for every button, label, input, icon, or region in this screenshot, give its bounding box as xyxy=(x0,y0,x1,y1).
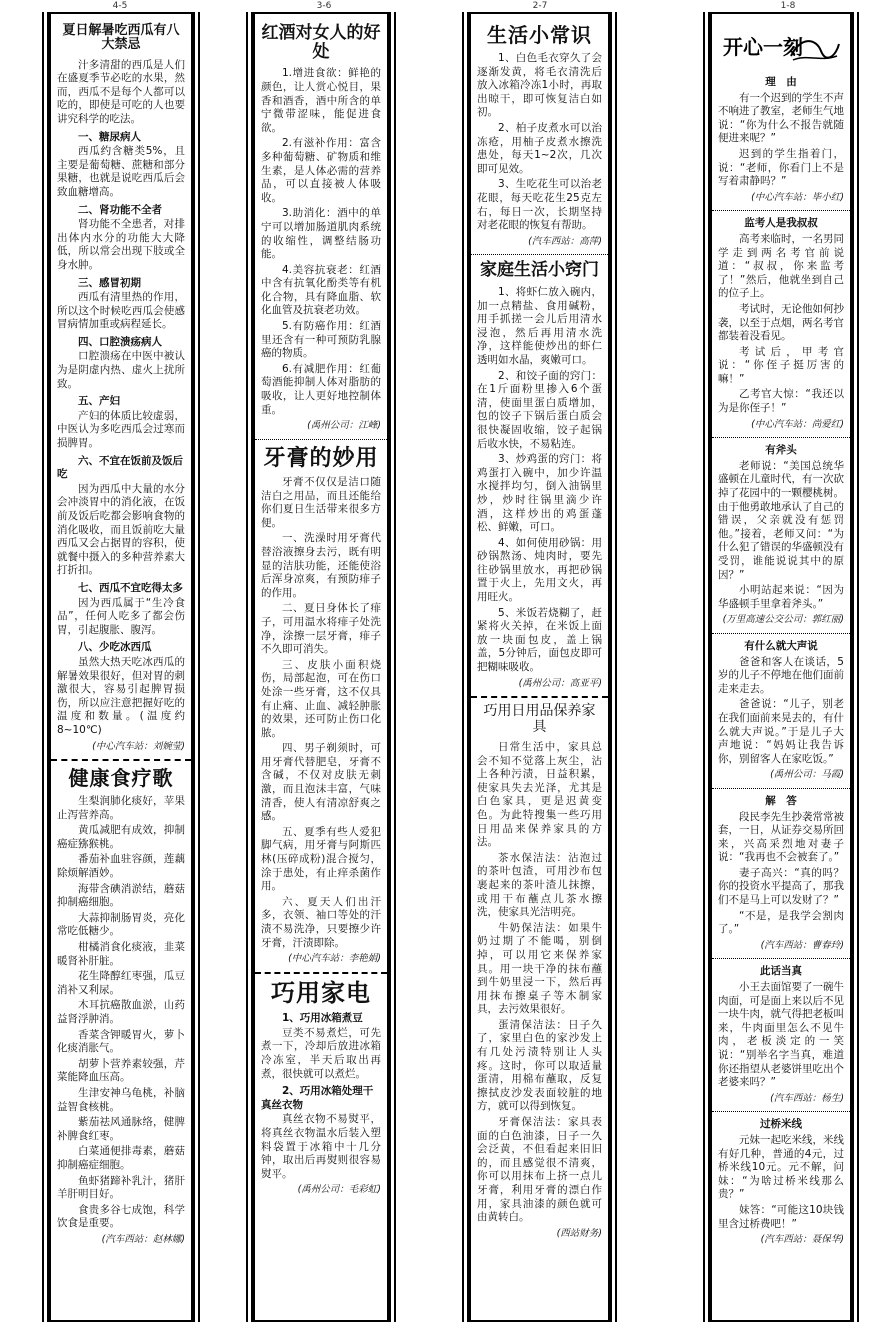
paragraph: 妻子高兴：“真的吗？你的投资水平提高了，那我们不是马上可以发财了？” xyxy=(718,866,844,907)
logo-text: 开心一刻 xyxy=(723,35,803,59)
paragraph: 4.美容抗衰老：红酒中含有抗氧化酚类等有机化合物，具有降血脂、软化血管及抗衰老功效。 xyxy=(261,263,381,317)
paragraph: 产妇的体质比较虚弱，中医认为多吃西瓜会过寒而损脾胃。 xyxy=(57,409,185,450)
paragraph: 蛋清保洁法：日子久了，家里白色的家沙发上有几处污渍特别让人头疼。这时，你可以取适量蛋清，用棉布蘸取，反复擦拭皮沙发表面较脏的地方，就可以得到恢复。 xyxy=(477,1018,602,1113)
subheading: 一、糖尿病人 xyxy=(78,130,141,143)
paragraph: 1、将虾仁放入碗内，加一点精盐、食用碱粉，用手抓搓一会儿后用清水浸泡，然后再用清水洗净，这样能使炒出的虾仁透明如水晶，爽嫩可口。 xyxy=(477,286,602,366)
song-lines xyxy=(57,795,185,1231)
byline: (汽车西站：聂保华) xyxy=(760,1234,844,1246)
paragraph: 考试时，无论他如何抄袭，以至于点烟，两名考官都装着没看见。 xyxy=(718,302,844,343)
divider xyxy=(712,633,850,634)
paragraph: 一、洗澡时用牙膏代替浴液擦身去污，既有明显的洁肤功能，还能使浴后浑身凉爽，有预防痱子的作用。 xyxy=(261,532,381,599)
byline: (汽车西站：高萍) xyxy=(528,235,602,247)
song-line: 番茄补血驻容颜，莲藕除烦解酒妙。 xyxy=(57,853,185,880)
column-wine-toothpaste xyxy=(253,12,389,1322)
column-frame xyxy=(389,12,396,1322)
subheading: 二、肾功能不全者 xyxy=(78,203,162,216)
paragraph: 妹答：“可能这10块钱里含过桥费吧！” xyxy=(718,1203,844,1230)
article-title: 家庭生活小窍门 xyxy=(480,260,599,281)
byline: (中心汽车站：尚爱红) xyxy=(751,418,844,430)
page-number: 4-5 xyxy=(112,1,128,11)
logo-decoration-icon xyxy=(721,26,841,66)
byline: (汽车西站：赵林娜) xyxy=(101,1233,185,1245)
byline: (禹州公司：马霞) xyxy=(770,769,844,781)
paragraph: 有一个迟到的学生不声不响进了教室，老师生气地说：“你为什么不报告就随便进来呢？” xyxy=(718,91,844,145)
divider xyxy=(471,696,608,698)
joke-title: 监考人是我叔叔 xyxy=(744,217,818,230)
paragraph: 六、夏天人们出汗多，衣领、袖口等处的汗渍不易洗净，只要擦少许牙膏，汗渍即除。 xyxy=(261,895,381,949)
byline: (汽车西站：杨生) xyxy=(770,1092,844,1104)
divider xyxy=(712,1111,850,1112)
byline: (中心汽车站：刘婉莹) xyxy=(92,740,185,752)
paragraph: 4、如何使用砂锅：用砂锅熬汤、炖肉时，要先往砂锅里放水，再把砂锅置于火上，先用文火，再用旺火。 xyxy=(477,536,602,604)
divider xyxy=(712,788,850,789)
byline: (中心汽车站：毕小红) xyxy=(751,191,844,203)
byline: (禹州公司：毛彩虹) xyxy=(297,1184,381,1196)
song-line: 海带含碘消淤结，蘑菇抑制癌细胞。 xyxy=(57,882,185,909)
divider xyxy=(712,210,850,211)
paragraph: 6.有减肥作用：红葡萄酒能抑制人体对脂肪的吸收，让人更好地控制体重。 xyxy=(261,362,381,416)
paragraph: 迟到的学生指着门，说：“老师，你看门上不是写着肃静吗？” xyxy=(718,147,844,188)
subheading: 2、巧用冰箱处理干真丝衣物 xyxy=(261,1085,374,1111)
paragraph: 老师说：“美国总统华盛顿在儿童时代，有一次砍掉了花园中的一颗樱桃树。由于他勇敢地承认了自己的错误，父亲就没有惩罚他。”接着，老师又问：“为什么犯了错误的华盛顿没有受罚，谁能说说其中的原因？” xyxy=(718,459,844,581)
paragraph: 3.助消化：酒中的单宁可以增加肠道肌肉系统的收缩性，调整结肠功能。 xyxy=(261,207,381,261)
paragraph: 五、夏季有些人爱犯脚气病，用牙膏与阿斯匹林(压碎成粉)混合搅匀，涂于患处，有止痒杀菌作用。 xyxy=(261,825,381,893)
column-jokes xyxy=(710,12,852,1322)
paragraph: 豆类不易煮烂，可先煮一下，冷却后放进冰箱冷冻室，半天后取出再煮，很快就可以煮烂。 xyxy=(261,1026,381,1080)
subheading: 1、巧用冰箱煮豆 xyxy=(282,1012,363,1025)
paragraph: 3、生吃花生可以治老花眼，每天吃花生25克左右，每日一次，长期坚持对老花眼的恢复有帮助。 xyxy=(477,178,602,232)
column-frame xyxy=(42,12,49,1322)
paragraph: 小王去面馆要了一碗牛肉面，可是面上来以后不见一块牛肉，就气得把老板叫来，牛肉面里怎么不见牛肉，老板淡定的一笑说：“别举名字当真，难道你还指望从老婆饼里吃出个老婆来吗？” xyxy=(718,981,844,1089)
article-title: 巧用家电 xyxy=(271,977,371,1007)
page-number: 3-6 xyxy=(316,1,332,11)
paragraph: 1、白色毛衣穿久了会逐渐发黄，将毛衣清洗后放入冰箱冷冻1小时，再取出晾干，即可恢复洁白如初。 xyxy=(477,52,602,119)
column-frame xyxy=(462,12,469,1322)
song-line: 木耳抗癌散血淤，山药益肾浮肿消。 xyxy=(57,999,185,1025)
paragraph: 西瓜有清里热的作用，所以这个时候吃西瓜会使感冒病情加重或病程延长。 xyxy=(57,291,185,331)
paragraph: 二、夏日身体长了痱子，可用温水将痱子处洗净，涂擦一层牙膏，痱子不久即可消失。 xyxy=(261,602,381,656)
joke-title: 解 答 xyxy=(765,794,797,807)
article-title: 健康食疗歌 xyxy=(68,766,174,791)
song-line: 生梨润肺化痰好，苹果止泻营养高。 xyxy=(57,795,185,821)
paragraph: 牙膏保洁法：家具表面的白色油漆，日子一久会泛黄，不但看起来旧旧的，而且感觉很不清爽，你可以用抹布上挤一点儿牙膏，利用牙膏的漂白作用，家具油漆的颜色就可由黄转白。 xyxy=(477,1116,602,1224)
subheading: 七、西瓜不宜吃得太多 xyxy=(78,581,183,594)
paragraph: 爸爸说：“儿子，别老在我们面前来晃去的，有什么就大声说。”于是儿子大声地说：“妈妈让我告诉你，别留客人在家吃饭。” xyxy=(718,698,844,765)
song-line: 鱼虾猪蹄补乳汁，猪肝羊肝明目好。 xyxy=(57,1174,185,1201)
song-line: 大蒜抑制肠胃炎，亮化常吃低糖少。 xyxy=(57,911,185,938)
article-intro: 汁多清甜的西瓜是人们在盛夏季节必吃的水果，然而，西瓜不是每个人都可以吃的，即使是可吃的人也要讲究科学的吃法。 xyxy=(57,58,185,125)
paragraph: 2、柏子皮煮水可以治冻疮，用柚子皮煮水擦洗患处，每天1~2次，几次即可见效。 xyxy=(477,121,602,175)
article-title: 牙膏的妙用 xyxy=(263,444,379,471)
subheading: 八、少吃冰西瓜 xyxy=(78,641,152,654)
byline: (汽车西站：曹春玲) xyxy=(760,939,844,951)
paragraph: 5.有防癌作用：红酒里还含有一种可预防乳腺癌的物质。 xyxy=(261,320,381,360)
article-intro: 日常生活中，家具总会不知不觉落上灰尘，沾上各种污渍，日益积累，使家具失去光泽，尤其是白色家具，更是迟黄变色。为此特搜集一些巧用日用品来保养家具的方法。 xyxy=(477,741,602,849)
paragraph: 因为西瓜中大量的水分会冲淡胃中的消化液，在饭前及饭后吃都会影响食物的消化吸收，而且饭前吃大量西瓜又会占据胃的容积，使就餐中摄入的多种营养素大打折扣。 xyxy=(57,482,185,577)
paragraph: 5、米饭若烧糊了，赶紧将火关掉，在米饭上面放一块面包皮，盖上锅盖，5分钟后，面包皮即可把糊味吸收。 xyxy=(477,606,602,674)
paragraph: 虽然大热天吃冰西瓜的解暑效果很好，但对胃的刺激很大，容易引起脾胃损伤，所以应注意把握好吃的温度和数量。(温度约8~10℃) xyxy=(57,655,185,736)
byline: (禹州公司：高亚平) xyxy=(518,677,602,689)
article-title: 生活小常识 xyxy=(487,23,592,47)
song-line: 生津安神乌龟桃，补脑益智食核桃。 xyxy=(57,1086,185,1113)
paragraph: 元妹一起吃米线，米线有好几种，普通的4元，过桥米线10元。元不解，问妹：“为啥过桥米线那么贵？” xyxy=(718,1133,844,1201)
song-line: 白菜通便排毒素，蘑菇抑制癌症细胞。 xyxy=(57,1145,185,1171)
byline: (禹州公司：江峰) xyxy=(307,420,381,432)
paragraph: 段民李先生抄袭常常被套，一日，从证券交易所回来，兴高采烈地对妻子说：“我再也不会被套了。” xyxy=(718,810,844,864)
paragraph: 2.有滋补作用：富含多种葡萄糖、矿物质和维生素，是人体必需的营养品，可以直接被人体吸收。 xyxy=(261,137,381,204)
song-line: 食贵多谷七成饱，科学饮食是重要。 xyxy=(57,1203,185,1230)
joke-title: 此话当真 xyxy=(760,965,802,978)
article-title: 巧用日用品保养家具 xyxy=(483,703,596,735)
paragraph: “不是，是我学会割肉了。” xyxy=(718,909,844,936)
divider xyxy=(255,972,387,974)
paragraph: 爸爸和客人在谈话，5岁的儿子不停地在他们面前走来走去。 xyxy=(718,655,844,695)
paragraph: 三、皮肤小面积烧伤，局部起泡，可在伤口处涂一些牙膏，这不仅具有止痛、止血、减轻肿胀的效果，还可防止伤口化脓。 xyxy=(261,658,381,739)
joke-title: 理 由 xyxy=(765,76,797,88)
paragraph: 口腔溃疡在中医中被认为是阴虚内热、虚火上扰所致。 xyxy=(57,350,185,390)
paragraph: 四、男子剃须时，可用牙膏代替肥皂，牙膏不含碱，不仅对皮肤无刺激，而且泡沫丰富，气味清香，使人有清凉舒爽之感。 xyxy=(261,742,381,823)
joke-title: 过桥米线 xyxy=(760,1118,802,1131)
paragraph: 乙考官大惊：“我还以为是你侄子！” xyxy=(718,388,844,415)
song-line: 柑橘消食化痰液，韭菜暖肾补肝脏。 xyxy=(57,941,185,967)
column-frame xyxy=(246,12,253,1322)
paragraph: 西瓜约含糖类5%，且主要是葡萄糖、蔗糖和部分果糖，也就是说吃西瓜后会致血糖增高。 xyxy=(57,145,185,198)
song-line: 紫茄祛风通脉络，健脾补脾食红枣。 xyxy=(57,1116,185,1142)
paragraph: 肾功能不全患者，对排出体内水分的功能大大降低，所以常会出现下肢或全身水肿。 xyxy=(57,218,185,271)
column-watermelon-health xyxy=(49,12,193,1322)
subheading: 三、感冒初期 xyxy=(78,276,141,289)
paragraph: 因为西瓜属于“生冷食品”，任何人吃多了都会伤胃，引起腹胀、腹泻。 xyxy=(57,596,185,636)
paragraph: 高考来临时，一名男同学走到两名考官前说道：“叔叔，你来监考了！”然后，他就坐到自己的位子上。 xyxy=(718,232,844,300)
song-line: 香菜含钾暖胃火，萝卜化痰消胀气。 xyxy=(57,1028,185,1055)
subheading: 六、不宜在饭前及饭后吃 xyxy=(57,454,183,481)
article-title: 夏日解暑吃西瓜有八大禁忌 xyxy=(62,23,180,53)
joke-title: 有什么就大声说 xyxy=(744,639,818,652)
paragraph: 牛奶保洁法：如果牛奶过期了不能喝，别倒掉，可以用它来保养家具。用一块干净的抹布蘸到牛奶里浸一下，然后再用抹布擦桌子等木制家具，去污效果很好。 xyxy=(477,921,602,1016)
column-frame xyxy=(610,12,617,1322)
divider xyxy=(51,759,191,761)
article-title: 红酒对女人的好处 xyxy=(261,23,381,62)
song-line: 胡萝卜营养素较强，芹菜能降血压高。 xyxy=(57,1057,185,1084)
byline: (中心汽车站：李艳娟) xyxy=(288,953,381,965)
song-line: 黄瓜减肥有成效，抑制癌症猕猴桃。 xyxy=(57,824,185,850)
divider xyxy=(712,958,850,959)
divider xyxy=(712,437,850,438)
column-frame xyxy=(193,12,200,1322)
subheading: 五、产妇 xyxy=(78,395,120,408)
paragraph: 3、炒鸡蛋的窍门：将鸡蛋打入碗中，加少许温水搅拌均匀，倒入油锅里炒，炒时往锅里滴少许酒，这样炒出的鸡蛋蓬松、鲜嫩，可口。 xyxy=(477,453,602,534)
paragraph: 考试后，甲考官说：“你侄子挺厉害的嘛！” xyxy=(718,345,844,385)
paragraph: 真丝衣物不易熨平，将真丝衣物温水后装入塑料袋置于冰箱中十几分钟，取出后再熨则很容易熨平。 xyxy=(261,1113,381,1180)
joke-title: 有斧头 xyxy=(765,444,797,457)
paragraph: 茶水保洁法：沾泡过的茶叶包渣，可用沙布包裹起来的茶叶渣儿抹擦，或用干布蘸点儿茶水擦洗，使家具光洁明亮。 xyxy=(477,851,602,919)
happy-moment-logo xyxy=(718,26,844,66)
article-intro: 牙膏不仅仅是洁口随洁白之用品，而且还能给你们夏日生活带来很多方便。 xyxy=(261,476,381,529)
column-frame xyxy=(852,12,859,1322)
column-life-tips xyxy=(469,12,610,1322)
byline: (万里高速公交公司：郭红丽) xyxy=(722,614,844,626)
song-line: 花生降醇红枣强，瓜豆消补又利尿。 xyxy=(57,970,185,996)
paragraph: 2、和饺子面的窍门：在1斤面粉里掺入6个蛋清，使面里蛋白质增加，包的饺子下锅后蛋白质会很快凝固收缩，饺子起锅后收水快，不易粘连。 xyxy=(477,369,602,450)
column-frame xyxy=(703,12,710,1322)
byline: (西站财务) xyxy=(556,1227,602,1239)
page-number: 2-7 xyxy=(532,1,548,11)
page-number: 1-8 xyxy=(780,1,796,11)
divider xyxy=(255,439,387,440)
subheading: 四、口腔溃疡病人 xyxy=(78,335,162,348)
paragraph: 小明站起来说：“因为华盛顿手里拿着斧头。” xyxy=(718,584,844,610)
divider xyxy=(471,254,608,255)
paragraph: 1.增进食欲：鲜艳的颜色，让人赏心悦目，果香和酒香，酒中所含的单宁微带涩味，能促进食欲。 xyxy=(261,67,381,134)
